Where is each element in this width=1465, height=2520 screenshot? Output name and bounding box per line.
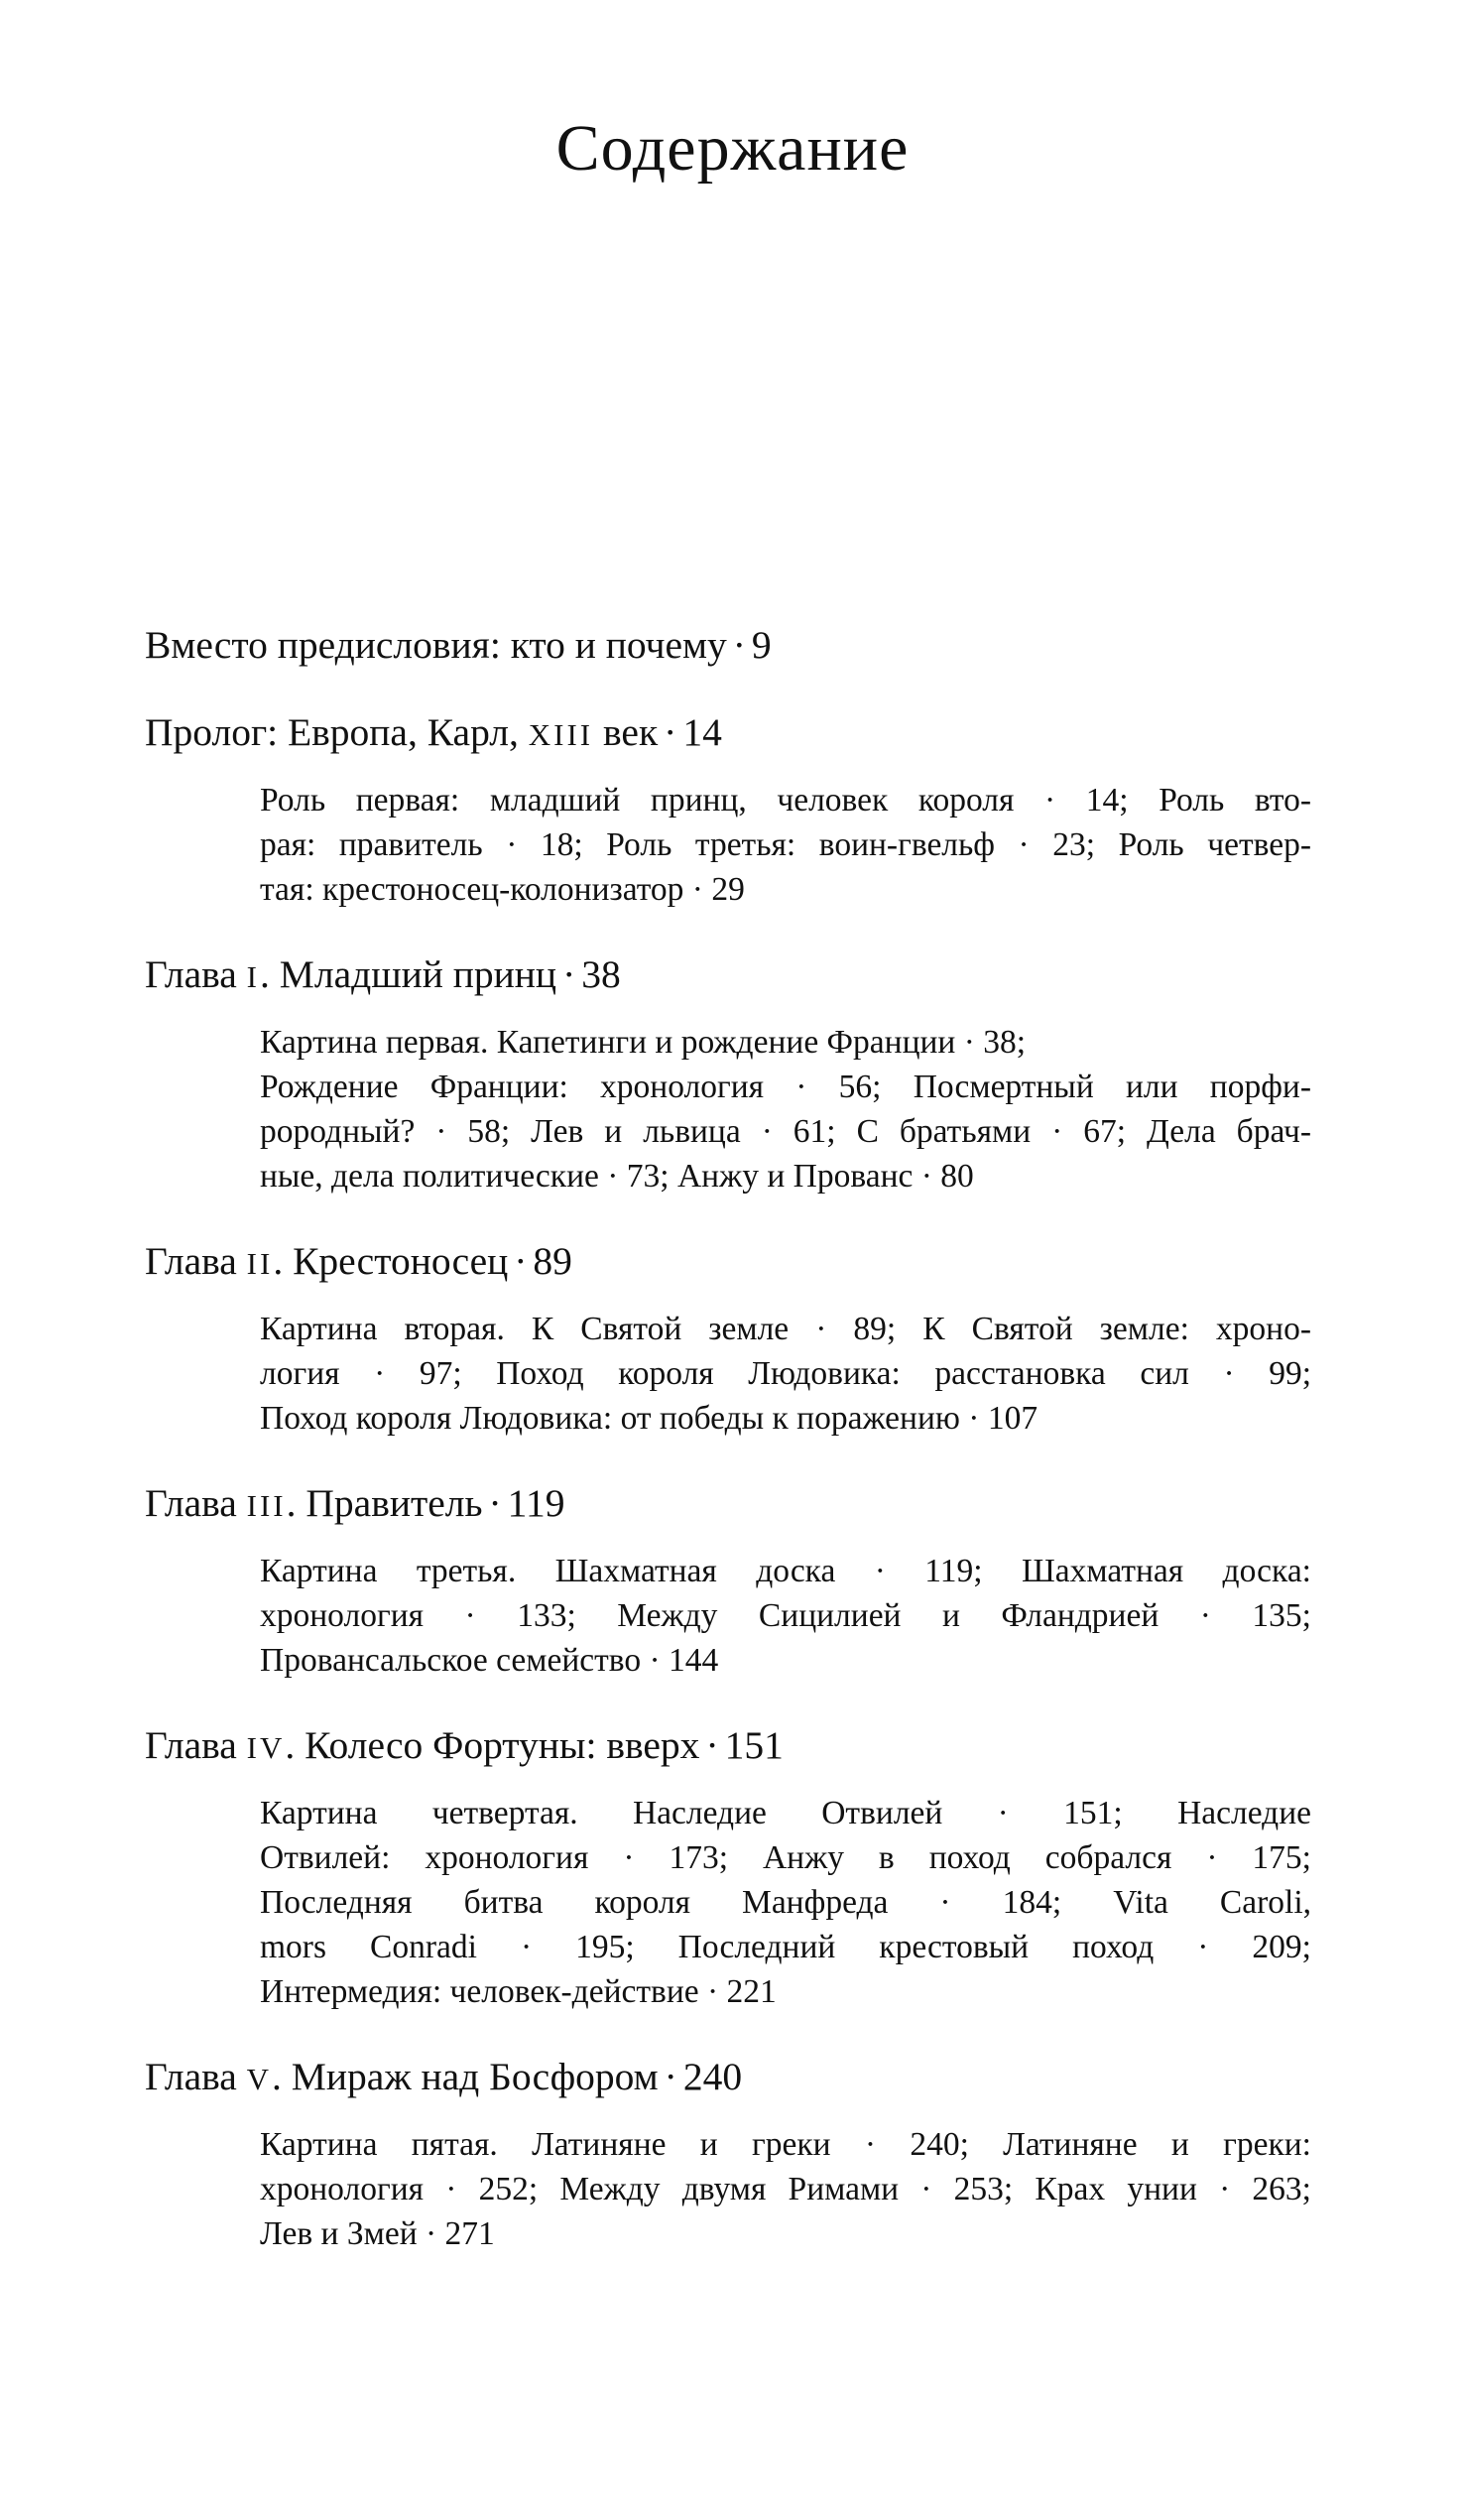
toc-subentry-line: Провансальское семейство · 144 (260, 1642, 719, 1679)
toc-subentry-line: Картина пятая. Латиняне и греки · 240; Латиняне и греки: (260, 2126, 1311, 2163)
toc-heading-numeral: IV (246, 1730, 286, 1765)
toc-subentry-line: Картина первая. Капетинги и рождение Франции · 38; (260, 1024, 1027, 1061)
toc-subentry-line: Картина вторая. К Святой земле · 89; К Святой земле: хроно- (260, 1311, 1311, 1347)
toc-page-number: 14 (682, 710, 722, 754)
separator-dot: · (664, 710, 677, 754)
toc-subentry-line: Поход короля Людовика: от победы к поражению · 107 (260, 1400, 1038, 1437)
toc-heading-label: . Мираж над Босфором (272, 2055, 659, 2098)
toc-subentries (260, 2122, 1311, 2256)
toc-subentry-line: хронология · 252; Между двумя Римами · 253; Крах унии · 263; (260, 2171, 1311, 2207)
toc-page-number: 240 (682, 2055, 743, 2098)
toc-subentries (260, 1549, 1311, 1683)
toc-subentry-line: рородный? · 58; Лев и львица · 61; С братьями · 67; Дела брач- (260, 1113, 1311, 1150)
toc-heading-label: век (593, 710, 659, 754)
toc-entry-chapter-2 (145, 1236, 1335, 1441)
toc-entry-chapter-5 (145, 2052, 1335, 2256)
toc-subentries (260, 1020, 1311, 1198)
toc-subentry-line: Отвилей: хронология · 173; Анжу в поход собрался · 175; (260, 1839, 1311, 1876)
toc-page-number: 38 (581, 952, 621, 996)
toc-heading-label: Глава (145, 1723, 247, 1767)
toc-subentries (260, 778, 1311, 912)
toc-heading[interactable] (145, 1720, 1335, 1773)
toc-subentry-line: mors Conradi · 195; Последний крестовый поход · 209; (260, 1929, 1311, 1965)
toc-entry-chapter-3 (145, 1478, 1335, 1683)
toc-subentry-line: Последняя битва короля Манфреда · 184; Vita Caroli, (260, 1884, 1311, 1921)
toc-page-number: 89 (533, 1239, 572, 1283)
toc-heading-label: . Младший принц (259, 952, 557, 996)
toc-subentry-line: тая: крестоносец-колонизатор · 29 (260, 871, 745, 908)
toc-subentry-line: ные, дела политические · 73; Анжу и Прованс · 80 (260, 1158, 974, 1195)
toc-heading-label: Глава (145, 2055, 247, 2098)
toc-subentries (260, 1791, 1311, 2014)
separator-dot: · (562, 952, 576, 996)
table-of-contents (145, 620, 1335, 2294)
toc-subentry-line: Лев и Змей · 271 (260, 2215, 495, 2252)
toc-heading[interactable] (145, 1478, 1335, 1531)
page-title: Содержание (555, 112, 910, 185)
toc-heading-numeral: V (246, 2062, 273, 2096)
toc-subentry-line: Интермедия: человек-действие · 221 (260, 1973, 777, 2010)
toc-entry-prologue (145, 707, 1335, 912)
toc-subentry-line: рая: правитель · 18; Роль третья: воин-гвельф · 23; Роль четвер- (260, 826, 1311, 863)
toc-subentry-line: Рождение Франции: хронология · 56; Посмертный или порфи- (260, 1069, 1311, 1105)
toc-heading-label: Глава (145, 1239, 247, 1283)
toc-heading[interactable] (145, 2052, 1335, 2104)
toc-heading[interactable] (145, 1236, 1335, 1289)
toc-subentry-line: Картина четвертая. Наследие Отвилей · 151; Наследие (260, 1795, 1311, 1831)
toc-heading-numeral: XIII (528, 717, 594, 752)
toc-heading-label: Пролог: Европа, Карл, (145, 710, 529, 754)
toc-subentry-line: логия · 97; Поход короля Людовика: расстановка сил · 99; (260, 1355, 1311, 1392)
toc-entry-chapter-1 (145, 949, 1335, 1198)
separator-dot: · (732, 623, 746, 667)
separator-dot: · (664, 2055, 677, 2098)
toc-entry-foreword (145, 620, 1335, 670)
toc-heading-label: Глава (145, 952, 247, 996)
toc-heading-label: . Правитель (286, 1481, 483, 1525)
toc-page-number: 9 (751, 623, 772, 667)
toc-subentry-line: Картина третья. Шахматная доска · 119; Шахматная доска: (260, 1553, 1311, 1589)
toc-heading[interactable] (145, 620, 1335, 670)
toc-entry-chapter-4 (145, 1720, 1335, 2014)
toc-heading[interactable] (145, 949, 1335, 1002)
toc-subentry-line: Роль первая: младший принц, человек короля · 14; Роль вто- (260, 782, 1311, 819)
toc-heading-label: . Колесо Фортуны: вверх (285, 1723, 700, 1767)
toc-heading-label: Вместо предисловия: кто и почему (145, 623, 727, 667)
toc-heading-numeral: II (246, 1246, 274, 1281)
toc-page-number: 151 (724, 1723, 784, 1767)
toc-page-number: 119 (507, 1481, 565, 1525)
toc-heading-label: . Крестоносец (273, 1239, 509, 1283)
separator-dot: · (514, 1239, 528, 1283)
separator-dot: · (705, 1723, 719, 1767)
toc-heading-label: Глава (145, 1481, 247, 1525)
toc-subentries (260, 1307, 1311, 1441)
toc-heading-numeral: III (246, 1488, 287, 1523)
toc-heading-numeral: I (246, 959, 260, 994)
toc-subentry-line: хронология · 133; Между Сицилией и Фландрией · 135; (260, 1597, 1311, 1634)
separator-dot: · (488, 1481, 502, 1525)
toc-heading[interactable] (145, 707, 1335, 760)
